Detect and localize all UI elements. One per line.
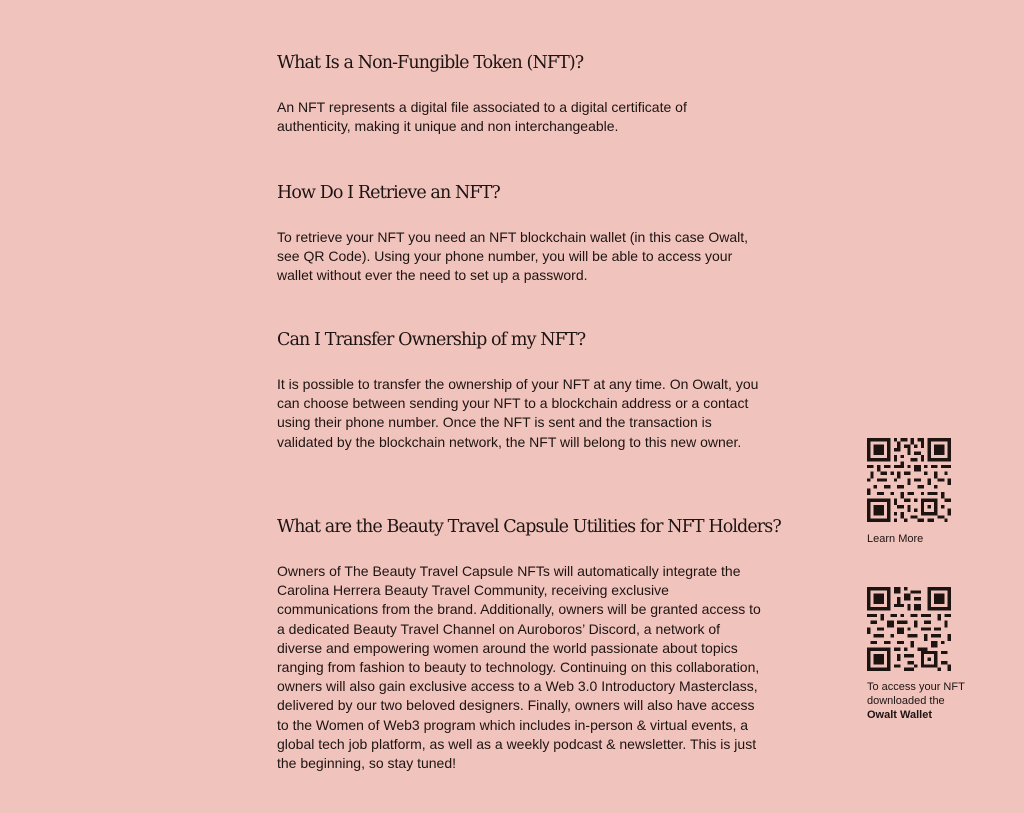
faq-title-what-is-nft: What Is a Non-Fungible Token (NFT)? bbox=[277, 53, 584, 73]
faq-body-retrieve-nft: To retrieve your NFT you need an NFT blockchain wallet (in this case Owalt, see QR Code). Using your phone number, you will be able to access your wallet without ever the need to set up a password. bbox=[277, 229, 749, 284]
faq-title-retrieve-nft: How Do I Retrieve an NFT? bbox=[277, 183, 500, 203]
faq-body-what-is-nft: An NFT represents a digital file associated to a digital certificate of authenticity, making it unique and non interchangeable. bbox=[277, 99, 687, 135]
owalt-wallet-qr-code[interactable] bbox=[867, 587, 951, 671]
learn-more-caption[interactable]: Learn More bbox=[867, 533, 924, 545]
owalt-wallet-caption-prefix: To access your NFT downloaded the bbox=[867, 681, 965, 707]
faq-title-utilities: What are the Beauty Travel Capsule Utilities for NFT Holders? bbox=[277, 517, 781, 537]
faq-title-transfer-ownership: Can I Transfer Ownership of my NFT? bbox=[277, 330, 586, 350]
faq-body-transfer-ownership: It is possible to transfer the ownership of your NFT at any time. On Owalt, you can choose between sending your NFT to a blockchain address or a contact using their phone number. Once the NFT is sent and the transaction is validated by the blockchain network, the NFT will belong to this new owner. bbox=[277, 376, 759, 450]
faq-body-utilities: Owners of The Beauty Travel Capsule NFTs will automatically integrate the Carolina Herrera Beauty Travel Community, receiving exclusive communications from the brand. Additionally, owners will be granted access to a dedicated Beauty Travel Channel on Auroboros’ Discord, a network of diverse and empowering women around the world passionate about topics ranging from fashion to beauty to technology. Continuing on this collaboration, owners will also gain exclusive access to a Web 3.0 Introductory Masterclass, delivered by our two beloved designers. Finally, owners will also have access to the Women of Web3 program which includes in-person & virtual events, a global tech job platform, as well as a weekly podcast & newsletter. This is just the beginning, so stay tuned! bbox=[277, 563, 761, 772]
learn-more-qr-code[interactable] bbox=[867, 438, 951, 522]
owalt-wallet-caption bbox=[867, 680, 977, 722]
owalt-wallet-link[interactable]: Owalt Wallet bbox=[867, 709, 932, 721]
